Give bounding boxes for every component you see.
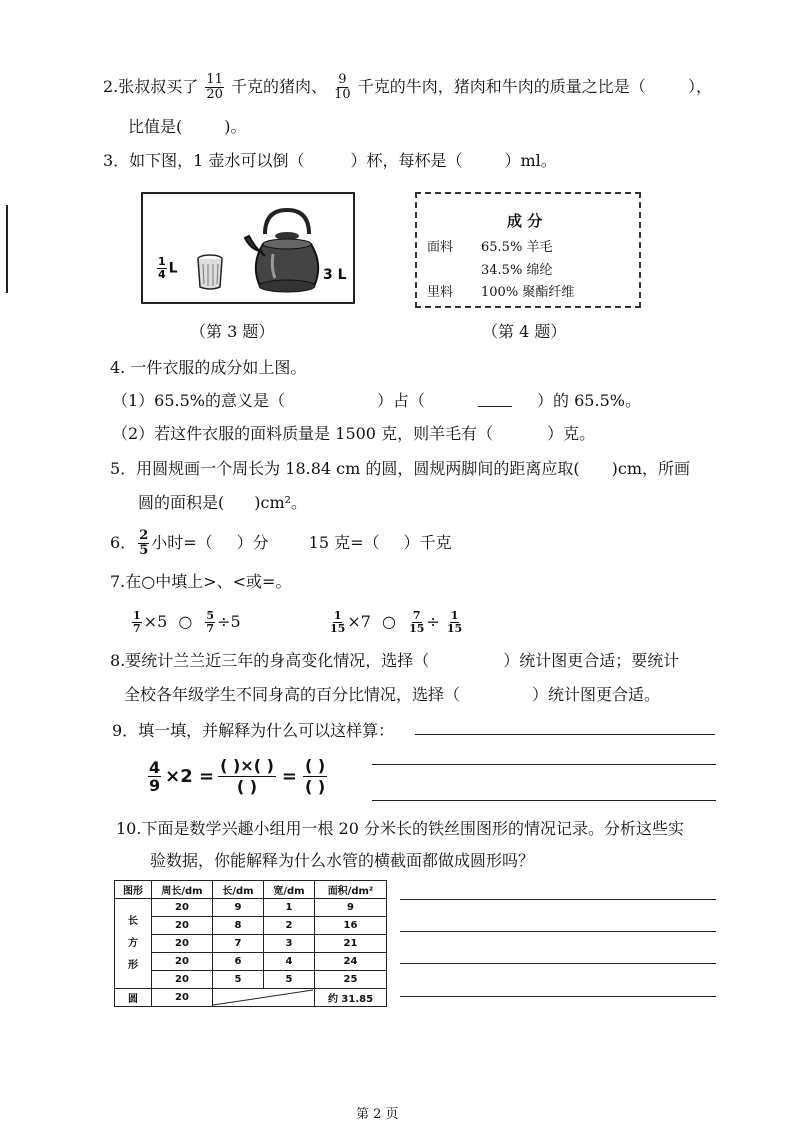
question-5-line1: 5．用圆规画一个周长为 18.84 cm 的圆，圆规两脚间的距离应取( )cm，所画 bbox=[110, 459, 691, 478]
table-row: 长 方 形 20 9 1 9 bbox=[115, 899, 387, 917]
composition-row: 100% 聚酯纤维 bbox=[481, 285, 575, 300]
kettle-volume-label: 3 L bbox=[323, 267, 347, 283]
answer-line[interactable] bbox=[400, 996, 716, 997]
composition-row: 34.5% 绵纶 bbox=[481, 263, 553, 278]
answer-line[interactable] bbox=[415, 734, 715, 735]
compare-circle[interactable]: ○ bbox=[178, 612, 193, 631]
question-7-expr2: $\frac{1}{15}$ ×7 ○ $\frac{7}{15}$ ÷ $\frac{1}{15}$ bbox=[330, 609, 463, 635]
answer-line[interactable] bbox=[400, 931, 716, 932]
q3-caption: （第 3 题） bbox=[190, 322, 275, 341]
q2-fraction-pork: $\frac{11}{20}$ bbox=[206, 72, 223, 102]
cup-icon bbox=[195, 254, 225, 292]
composition-row: 里料 bbox=[427, 285, 454, 300]
q9-result-num-blank[interactable]: ( ) bbox=[305, 756, 326, 775]
composition-row: 65.5% 羊毛 bbox=[481, 240, 553, 255]
q3-figure bbox=[141, 192, 355, 304]
q2-fraction-beef: $\frac{9}{10}$ bbox=[334, 72, 351, 102]
question-9-stem: 9．填一填，并解释为什么可以这样算： bbox=[112, 721, 395, 740]
question-8-line2: 全校各年级学生不同身高的百分比情况，选择（ ）统计图更合适。 bbox=[124, 685, 661, 704]
question-4-part1: （1）65.5%的意义是（ ）占（ ）的 65.5%。 bbox=[112, 391, 641, 410]
cup-volume-label: $\frac{1}{4}$ L bbox=[158, 255, 178, 281]
table-row: 20 7 3 21 bbox=[115, 935, 387, 953]
question-3: 3．如下图，1 壶水可以倒（ ）杯，每杯是（ ）ml。 bbox=[103, 151, 557, 170]
answer-line[interactable] bbox=[400, 899, 716, 900]
question-4-stem: 4. 一件衣服的成分如上图。 bbox=[110, 358, 307, 377]
question-7-stem: 7.在○中填上>、<或=。 bbox=[110, 572, 292, 591]
table-row: 20 6 4 24 bbox=[115, 953, 387, 971]
composition-row: 面料 bbox=[427, 240, 454, 255]
composition-title: 成 分 bbox=[507, 212, 543, 230]
question-10-line2: 验数据，你能解释为什么水管的横截面都做成圆形吗？ bbox=[150, 851, 535, 870]
q9-denominator-blank[interactable]: ( ) bbox=[236, 777, 258, 796]
compare-circle[interactable]: ○ bbox=[382, 612, 396, 631]
q4-caption: （第 4 题） bbox=[482, 322, 567, 341]
question-10-line1: 10.下面是数学兴趣小组用一根 20 分米长的铁丝围图形的情况记录。分析这些实 bbox=[116, 819, 684, 838]
question-2-line1 bbox=[103, 73, 712, 102]
q2-mid1: 千克的猪肉、 bbox=[231, 77, 328, 96]
q2-end: ）， bbox=[687, 77, 712, 96]
q4-composition-label bbox=[415, 192, 641, 308]
answer-line[interactable] bbox=[400, 963, 716, 964]
experiment-table bbox=[114, 880, 387, 1007]
question-4-part2: （2）若这件衣服的面料质量是 1500 克，则羊毛有（ ）克。 bbox=[112, 424, 596, 443]
q9-result-den-blank[interactable]: ( ) bbox=[305, 777, 326, 796]
q2-mid2: 千克的牛肉，猪肉和牛肉的质量之比是（ bbox=[357, 77, 646, 96]
answer-blank[interactable] bbox=[478, 406, 512, 407]
table-row: 20 5 5 25 bbox=[115, 971, 387, 989]
table-row-circle: 圆 20 约 31.85 bbox=[115, 989, 387, 1007]
question-6: 6． $\frac{2}{5}$ 小时=（ ）分 15 克=（ ）千克 bbox=[110, 528, 452, 558]
answer-line[interactable] bbox=[372, 764, 716, 765]
q2-prefix: 2.张叔叔买了 bbox=[103, 77, 199, 96]
table-header-row: 图形 周长/dm 长/dm 宽/dm 面积/dm² bbox=[115, 881, 387, 899]
question-9-expression: $\frac{4}{9}$ ×2 = $\frac{( )\times( )}{( )}$ = $\frac{( )}{( )}$ bbox=[149, 756, 326, 796]
question-7-expr1: $\frac{1}{7}$ ×5 ○ $\frac{5}{7}$ ÷5 bbox=[133, 609, 241, 635]
question-2-line2: 比值是( )。 bbox=[128, 117, 247, 136]
answer-line[interactable] bbox=[372, 800, 716, 801]
q9-numerator-blank[interactable]: ( )×( ) bbox=[220, 756, 274, 775]
page-number: 第 2 页 bbox=[356, 1107, 399, 1122]
table-row: 20 8 2 16 bbox=[115, 917, 387, 935]
question-8-line1: 8.要统计兰兰近三年的身高变化情况，选择（ ）统计图更合适；要统计 bbox=[110, 651, 680, 670]
binding-mark bbox=[6, 205, 8, 293]
kettle-icon bbox=[243, 204, 323, 296]
diagonal-slash bbox=[213, 989, 313, 1006]
question-5-line2: 圆的面积是( )cm²。 bbox=[138, 493, 308, 512]
